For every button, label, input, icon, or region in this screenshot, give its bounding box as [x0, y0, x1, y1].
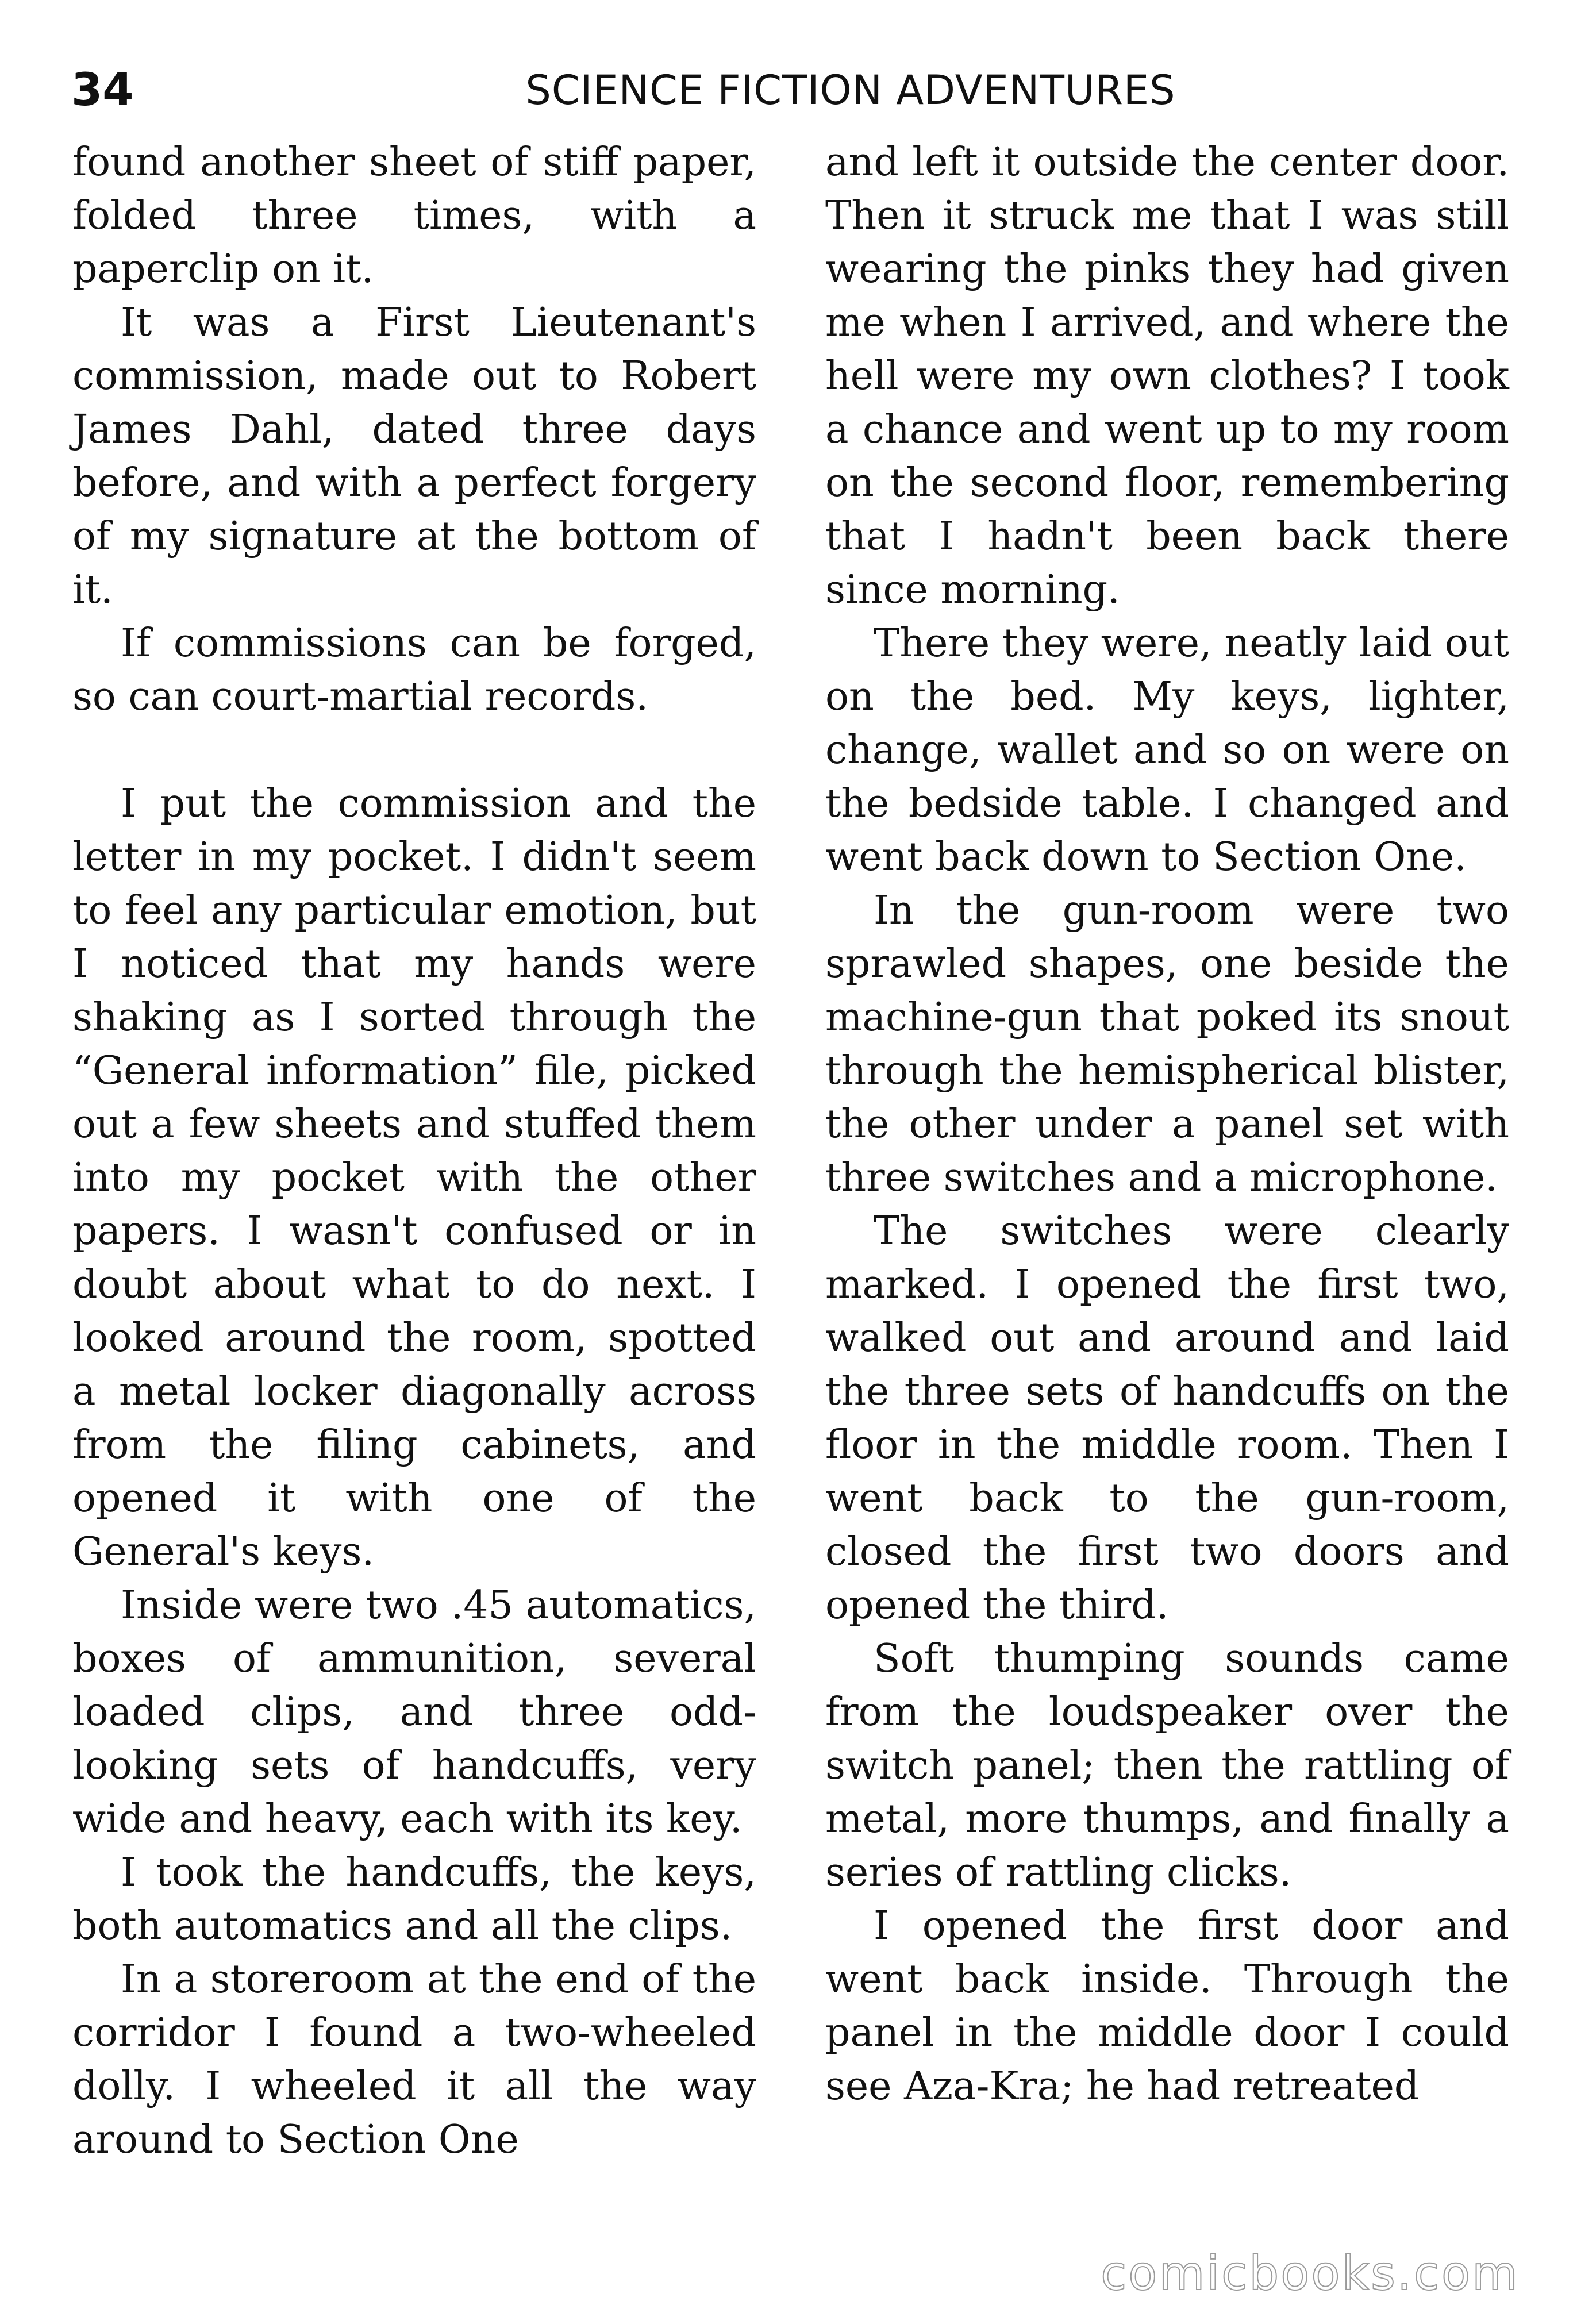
paragraph: I put the commission and the letter in my pocket. I didn't seem to feel any particular emotion, but I noticed that my hands were shaking as I sorted through the “General information” file, picked out a few sheets and stuffed them into my pocket with the other papers. I wasn't confused or in doubt about what to do next. I looked around the room, spotted a metal locker diagonally across from the filing cabinets, and opened it with one of the General's keys. — [72, 781, 756, 1575]
paragraph: The switches were clearly marked. I opened the first two, walked out and around and laid the three sets of handcuffs on the floor in the middle room. Then I went back to the gun-room, closed the first two doors and opened the third. — [825, 1209, 1509, 1628]
paragraph: and left it outside the center door. Then it struck me that I was still wearing the pinks they had given me when I arrived, and where the hell were my own clothes? I took a chance and went up to my room on the second floor, remembering that I hadn't been back there since morning. — [825, 140, 1509, 613]
paragraph: There they were, neatly laid out on the bed. My keys, lighter, change, wallet and so on were on the bedside table. I changed and went back down to Section One. — [825, 621, 1509, 880]
left-column — [72, 136, 756, 2167]
running-title: SCIENCE FICTION ADVENTURES — [525, 67, 1176, 114]
paragraph: Soft thumping sounds came from the loudspeaker over the switch panel; then the rattling of metal, more thumps, and finally a series of rattling clicks. — [825, 1636, 1509, 1895]
page-number: 34 — [71, 64, 134, 116]
watermark: comicbooks.com — [1101, 2246, 1520, 2301]
paragraph: If commissions can be forged, so can court-martial records. — [72, 621, 756, 719]
paragraph: found another sheet of stiff paper, folded three times, with a paperclip on it. — [72, 140, 756, 292]
paragraph: It was a First Lieutenant's commission, made out to Robert James Dahl, dated three days before, and with a perfect forgery of my signature at the bottom of it. — [72, 300, 756, 613]
paragraph: In a storeroom at the end of the corridor I found a two-wheeled dolly. I wheeled it all the way around to Section One — [72, 1957, 756, 2163]
right-column — [825, 136, 1509, 2113]
paragraph: I took the handcuffs, the keys, both automatics and all the clips. — [72, 1850, 756, 1949]
paragraph: I opened the first door and went back inside. Through the panel in the middle door I could see Aza-Kra; he had retreated — [825, 1903, 1509, 2109]
paragraph: Inside were two .45 automatics, boxes of ammunition, several loaded clips, and three odd-looking sets of handcuffs, very wide and heavy, each with its key. — [72, 1583, 756, 1842]
paragraph: In the gun-room were two sprawled shapes, one beside the machine-gun that poked its snout through the hemispherical blister, the other under a panel set with three switches and a microphone. — [825, 888, 1509, 1201]
